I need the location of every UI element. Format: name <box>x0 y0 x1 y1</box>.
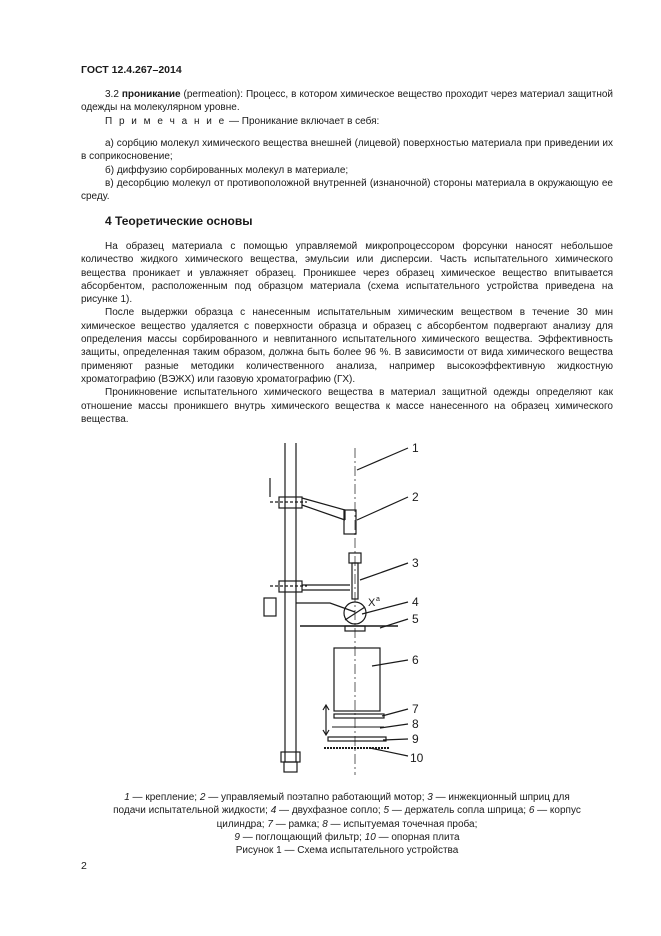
motor-arm-lower <box>302 505 345 520</box>
figure-label-4: 4 <box>412 595 419 609</box>
caption-line <box>81 831 613 844</box>
figure-caption <box>81 791 613 857</box>
figure-label-2: 2 <box>412 490 419 504</box>
leader-9 <box>383 739 408 740</box>
caption-num: 8 <box>322 818 328 830</box>
figure-label-10: 10 <box>410 751 424 765</box>
caption-num: 1 <box>124 792 130 803</box>
frame <box>334 714 384 718</box>
caption-text: — поглощающий фильтр; <box>239 831 365 843</box>
note-text: — Проникание включает в себя: <box>226 116 380 127</box>
paragraph: После выдержки образца с нанесенным испытательным химическим веществом в течение 30 мин химическое вещество удаляется с поверхности образца и образец с абсорбентом подвергают анализу для определения массы сорбированного и невпитанного испытательного химического вещества. Эффективность защиты, определенная таким образом, должна быть более 96 %. В зависимости от вида химического вещества применяют разные методики количественного анализа, например высокоэффективную жидкостную хроматографию (ВЭЖХ) или газовую хроматографию (ГХ). <box>81 307 613 385</box>
detail-mark-a: a <box>376 596 380 603</box>
figure-title: Рисунок 1 — Схема испытательного устройства <box>235 845 459 857</box>
figure-label-9: 9 <box>412 732 419 746</box>
caption-num: 5 <box>383 805 390 817</box>
caption-num: 4 <box>270 805 277 817</box>
definition-number: 3.2 <box>105 89 119 100</box>
caption-text: — крепление; <box>129 792 200 803</box>
leader-8 <box>380 724 408 728</box>
rod-base <box>281 752 300 762</box>
caption-num: 6 <box>528 805 535 817</box>
cylinder-body <box>334 648 380 711</box>
leader-10 <box>370 748 408 756</box>
caption-text: — испытуемая точечная проба; <box>327 818 478 830</box>
caption-num: 7 <box>267 818 273 830</box>
caption-text: — держатель сопла шприца; <box>389 805 529 817</box>
caption-text: — рамка; <box>272 818 323 830</box>
caption-num: 3 <box>427 792 433 803</box>
leader-3 <box>360 563 408 580</box>
page-number: 2 <box>81 860 87 872</box>
figure-label-8: 8 <box>412 717 419 731</box>
absorbing-filter <box>328 737 386 741</box>
document-header: ГОСТ 12.4.267–2014 <box>81 64 182 76</box>
figure-label-5: 5 <box>412 612 419 626</box>
leader-2 <box>357 497 408 520</box>
detail-mark-x: X <box>368 597 376 609</box>
caption-line <box>81 804 613 817</box>
caption-text: — управляемый поэтапно работающий мотор; <box>205 792 428 803</box>
caption-line <box>81 818 613 831</box>
figure-label-3: 3 <box>412 556 419 570</box>
figure-label-6: 6 <box>412 653 419 667</box>
definition-3-2 <box>81 88 613 115</box>
caption-text: — двухфазное сопло; <box>276 805 384 817</box>
caption-text: — опорная плита <box>375 831 460 843</box>
caption-num: 10 <box>364 831 376 843</box>
motor-arm <box>302 498 345 520</box>
paragraph: Проникновение испытательного химического вещества в материал защитной одежды определяют как отношение массы проникшего внутрь химического вещества к массе нанесенного на образец химического вещества. <box>81 387 613 425</box>
note-item: а) сорбцию молекул химического вещества внешней (лицевой) поверхностью материала при приведении их в соприкосновение; <box>81 138 613 163</box>
section-title: 4 Теоретические основы <box>105 214 253 228</box>
definition-text: (permeation): Процесс, в котором химическое вещество проходит через материал защитной одежды на молекулярном уровне. <box>81 89 613 114</box>
leader-6 <box>372 660 408 666</box>
caption-line <box>81 791 613 804</box>
section-body <box>81 240 613 426</box>
caption-text: — инжекционный шприц для <box>432 792 570 803</box>
note-list <box>81 137 613 203</box>
note-item: в) десорбцию молекул от противоположной внутренней (изнаночной) стороны материала в окружающую ее среду. <box>81 177 613 203</box>
test-apparatus-diagram <box>250 432 440 780</box>
caption-text: цилиндра; <box>216 818 268 830</box>
figure-label-7: 7 <box>412 702 419 716</box>
definition-term: проникание <box>121 89 181 100</box>
caption-text: — корпус <box>534 805 581 817</box>
lower-clamp-knob <box>264 598 276 616</box>
figure-label-1: 1 <box>412 441 419 455</box>
rod-nut <box>284 762 297 772</box>
note-item: б) диффузию сорбированных молекул в материале; <box>105 164 349 176</box>
motor <box>344 510 356 534</box>
note-label: П р и м е ч а н и е <box>105 116 227 127</box>
caption-text: подачи испытательной жидкости; <box>113 805 271 817</box>
caption-num: 2 <box>199 792 206 803</box>
note <box>81 115 613 128</box>
caption-num: 9 <box>234 831 240 843</box>
leader-7 <box>382 709 408 716</box>
paragraph: На образец материала с помощью управляемой микропроцессором форсунки наносят небольшое количество жидкого химического вещества, эмульсии или дисперсии. Часть испытательного химического вещества проникает и увлажняет образец. Проникшее через образец химическое вещество впитывается абсорбентом, расположенным под образцом материала (схема испытательного устройства приведена на рисунке 1). <box>81 241 613 306</box>
leader-1 <box>357 448 408 470</box>
